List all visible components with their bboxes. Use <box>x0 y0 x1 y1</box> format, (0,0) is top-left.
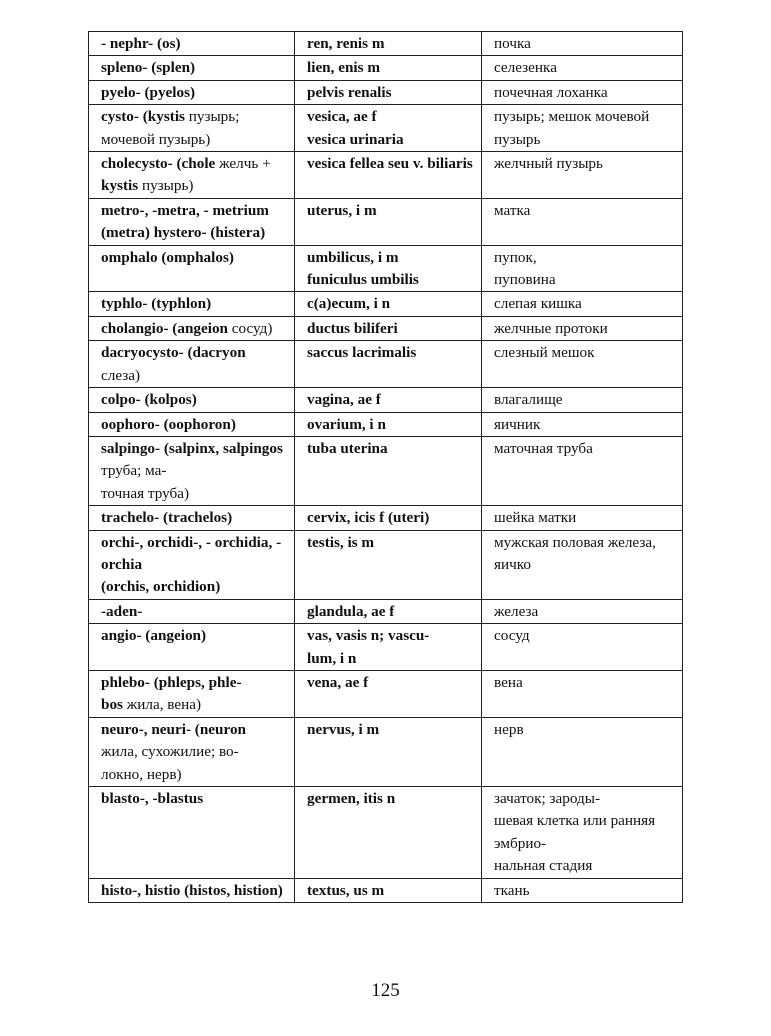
russian-cell: почечная лоханка <box>482 80 683 104</box>
term-bold-text: - nephr- (os) <box>101 35 181 52</box>
russian-cell: слепая кишка <box>482 292 683 316</box>
term-cell <box>89 56 295 80</box>
term-cell <box>89 506 295 530</box>
russian-cell: яичник <box>482 412 683 436</box>
table-row <box>89 292 683 316</box>
term-bold-text: pyelo- (pyelos) <box>101 83 196 101</box>
term-cell <box>89 530 295 599</box>
term-bold-text: salpingo- (salpinx, salpingos <box>101 439 283 457</box>
russian-cell: нерв <box>482 717 683 786</box>
russian-cell: желчный пузырь <box>482 152 683 199</box>
term-cell <box>89 292 295 316</box>
term-cell <box>89 316 295 340</box>
latin-cell: vagina, ae f <box>295 388 482 412</box>
term-gloss-text: жила, сухожилие; во- локно, нерв) <box>101 743 239 783</box>
latin-cell: vena, ae f <box>295 670 482 717</box>
table-row <box>89 245 683 292</box>
table-row <box>89 105 683 152</box>
table-row <box>89 717 683 786</box>
latin-cell: lien, enis m <box>295 56 482 80</box>
latin-cell: pelvis renalis <box>295 80 482 104</box>
russian-cell: сосуд <box>482 624 683 671</box>
term-gloss-text: жила, вена) <box>122 696 202 714</box>
russian-cell: матка <box>482 198 683 245</box>
russian-cell: зачаток; зароды- шевая клетка или ранняя эмбрио- нальная стадия <box>482 787 683 879</box>
latin-cell: uterus, i m <box>295 198 482 245</box>
table-row <box>89 56 683 80</box>
term-gloss-text: желчь + <box>215 155 271 173</box>
term-cell <box>89 412 295 436</box>
term-bold-text: neuro-, neuri- (neuron <box>101 720 246 738</box>
latin-cell: tuba uterina <box>295 436 482 505</box>
term-cell <box>89 80 295 104</box>
term-gloss-text: пузырь; мочевой пузырь) <box>101 108 240 148</box>
term-bold-text: phlebo- (phleps, phle- bos <box>101 673 242 714</box>
table-row <box>89 341 683 388</box>
term-gloss-text: пузырь) <box>138 177 194 195</box>
term-cell <box>89 599 295 623</box>
russian-cell: шейка матки <box>482 506 683 530</box>
russian-cell: ткань <box>482 878 683 902</box>
latin-cell: cervix, icis f (uteri) <box>295 506 482 530</box>
term-cell <box>89 436 295 505</box>
term-cell <box>89 245 295 292</box>
russian-cell: слезный мешок <box>482 341 683 388</box>
term-bold-text: colpo- (kolpos) <box>101 391 197 409</box>
russian-cell: почка <box>482 32 683 56</box>
russian-cell: селезенка <box>482 56 683 80</box>
latin-cell: c(a)ecum, i n <box>295 292 482 316</box>
term-gloss-text: сосуд) <box>228 319 273 337</box>
term-bold-text: dacryocysto- (dacryon <box>101 344 246 362</box>
table-row <box>89 670 683 717</box>
table-row <box>89 388 683 412</box>
term-gloss-text: слеза) <box>101 366 141 384</box>
table-row <box>89 436 683 505</box>
table-row <box>89 530 683 599</box>
table-row <box>89 316 683 340</box>
latin-cell: saccus lacrimalis <box>295 341 482 388</box>
latin-cell: testis, is m <box>295 530 482 599</box>
term-cell <box>89 787 295 879</box>
term-cell <box>89 105 295 152</box>
latin-cell: vas, vasis n; vascu- lum, i n <box>295 624 482 671</box>
term-cell <box>89 388 295 412</box>
term-cell <box>89 152 295 199</box>
term-bold-text: blasto-, -blastus <box>101 790 204 807</box>
term-cell <box>89 198 295 245</box>
term-gloss-text: труба; ма- точная труба) <box>101 462 190 502</box>
russian-cell: маточная труба <box>482 436 683 505</box>
russian-cell: пузырь; мешок мочевой пузырь <box>482 105 683 152</box>
term-bold-text: kystis <box>101 177 139 195</box>
term-bold-text: typhlo- (typhlon) <box>101 295 212 313</box>
russian-cell: влагалище <box>482 388 683 412</box>
latin-cell: ovarium, i n <box>295 412 482 436</box>
latin-cell: ductus biliferi <box>295 316 482 340</box>
table-row <box>89 878 683 902</box>
table-row <box>89 198 683 245</box>
term-cell <box>89 624 295 671</box>
page-number: 125 <box>371 980 400 1001</box>
russian-cell: железа <box>482 599 683 623</box>
table-row <box>89 599 683 623</box>
table-body <box>89 32 683 903</box>
term-cell <box>89 32 295 56</box>
latin-cell: ren, renis m <box>295 32 482 56</box>
latin-cell: germen, itis n <box>295 787 482 879</box>
latin-cell: textus, us m <box>295 878 482 902</box>
russian-cell: пупок, пуповина <box>482 245 683 292</box>
term-bold-text: spleno- (splen) <box>101 59 196 77</box>
term-cell <box>89 717 295 786</box>
table-row <box>89 787 683 879</box>
latin-cell: umbilicus, i m funiculus umbilis <box>295 245 482 292</box>
latin-cell: vesica, ae f vesica urinaria <box>295 105 482 152</box>
term-bold-text: cholangio- (angeion <box>101 319 228 337</box>
term-bold-text: cysto- (kystis <box>101 108 185 126</box>
term-bold-text: -aden- <box>101 602 143 620</box>
table-row <box>89 412 683 436</box>
term-bold-text: cholecysto- (chole <box>101 155 216 173</box>
term-bold-text: histo-, histio (histos, histion) <box>101 881 283 899</box>
russian-cell: желчные протоки <box>482 316 683 340</box>
term-bold-text: orchi-, orchidi-, - orchidia, -orchia (orchis, orchidion) <box>101 533 282 596</box>
term-bold-text: oophoro- (oophoron) <box>101 415 236 433</box>
russian-cell: мужская половая железа, яичко <box>482 530 683 599</box>
table-row <box>89 506 683 530</box>
term-bold-text: omphalo (omphalos) <box>101 248 234 266</box>
table-row <box>89 624 683 671</box>
table-row <box>89 152 683 199</box>
latin-cell: glandula, ae f <box>295 599 482 623</box>
table-row <box>89 80 683 104</box>
term-bold-text: angio- (angeion) <box>101 627 207 645</box>
term-bold-text: metro-, -metra, - metrium (metra) hystero- (histera) <box>101 201 269 242</box>
russian-cell: вена <box>482 670 683 717</box>
latin-cell: vesica fellea seu v. biliaris <box>295 152 482 199</box>
term-cell <box>89 878 295 902</box>
term-cell <box>89 341 295 388</box>
terminology-table <box>88 31 683 903</box>
latin-cell: nervus, i m <box>295 717 482 786</box>
term-bold-text: trachelo- (trachelos) <box>101 509 233 527</box>
term-cell <box>89 670 295 717</box>
table-row <box>89 32 683 56</box>
